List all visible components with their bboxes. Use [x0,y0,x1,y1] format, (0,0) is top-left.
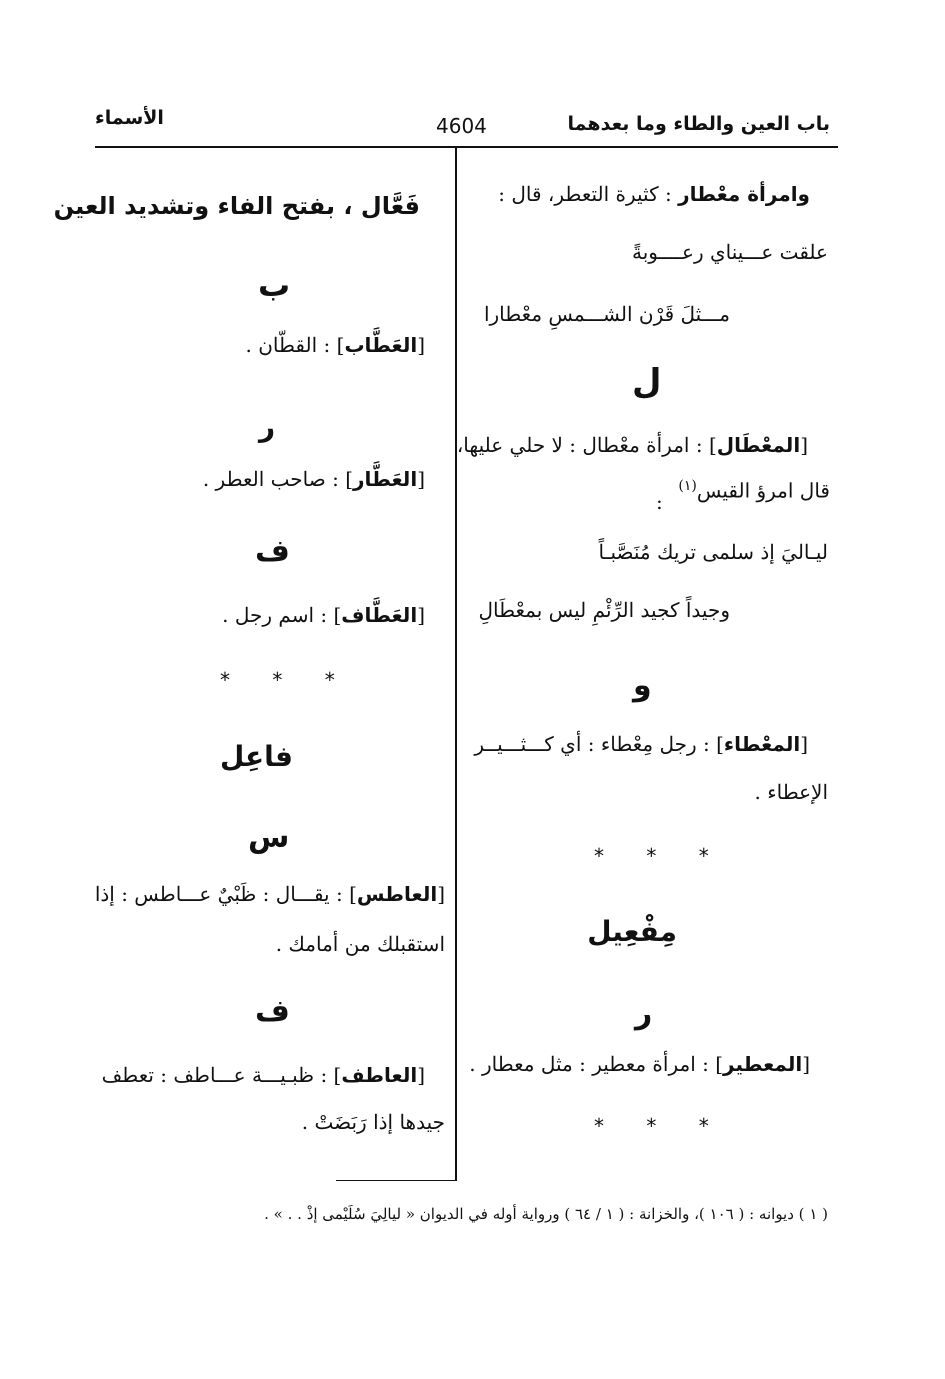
footnote: ( ١ ) ديوانه : ( ١٠٦ )، والخزانة : ( ١ / ٦٤ ) ورواية أوله في الديوان « ليالِيَ سُلَيْمى إذْ . . » . [264,1205,828,1223]
entry-term: وامرأة معْطار [678,182,810,206]
entry-definition: : يقـــال : ظَبْيٌ عـــاطس : إذا [94,882,343,906]
entry-mitir: [المعطير] : امرأة معطير : مثل معطار . [469,1052,810,1076]
letter-heading: ل [632,362,662,402]
letter-heading: ب [258,266,291,304]
entry-attab: [العَطَّاب] : القطّان . [245,333,425,357]
header-rule [95,146,838,148]
entry-definition: : كثيرة التعطر، قال : [498,182,672,206]
colon: : [656,490,663,514]
entry-definition: : امرأة معطير : مثل معطار . [469,1052,709,1076]
entry-definition: : امرأة معْطال : لا حلي عليها، [456,433,703,457]
entry-definition: : ظبـيـــة عـــاطف : تعطف [101,1063,328,1087]
letter-heading: س [248,820,290,855]
entry-continuation: جيدها إذا رَبَضَتْ . [301,1110,445,1134]
pattern-heading: مِفْعِيل [587,915,677,948]
verse-line: مـــثلَ قَرْن الشـــمسِ معْطارا [483,302,730,326]
pattern-heading: فاعِل [220,740,293,773]
entry-term: العاطس [356,882,438,906]
entry-atif: [العاطف] : ظبـيـــة عـــاطف : تعطف [101,1063,425,1087]
entry-mitaal: [المعْطَال] : امرأة معْطال : لا حلي عليها، [456,433,808,457]
letter-heading: ف [255,994,290,1029]
verse-line: وجيداً كجيد الرِّئْمِ ليس بمعْطَالِ [478,598,730,622]
column-divider [455,148,457,1181]
entry-mitar [498,182,810,206]
entry-continuation: قال امرؤ القيس$^{(١)}$ [678,478,830,503]
section-separator: * * * [594,844,727,868]
entry-term: المعطير [723,1052,803,1076]
entry-term: المعْطَال [716,433,801,457]
entry-term: العاطف [341,1063,418,1087]
entry-definition: : اسم رجل . [222,603,328,627]
letter-heading: ر [259,410,276,443]
letter-heading: ر [635,996,653,1031]
entry-attar: [العَطَّار] : صاحب العطر . [202,467,425,491]
entry-atis: [العاطس] : يقـــال : ظَبْيٌ عـــاطس : إذا [94,882,445,906]
pattern-heading: فَعَّال ، بفتح الفاء وتشديد العين [53,192,420,220]
entry-term: العَطَّاف [341,603,418,627]
footnote-marker: (١) [678,478,697,494]
entry-term: العَطَّاب [344,333,418,357]
entry-mitaa: [المعْطاء] : رجل مِعْطاء : أي كـــثـــيــر [474,732,808,756]
entry-definition: : القطّان . [245,333,331,357]
letter-heading: ف [255,534,290,569]
running-header-right: باب العين والطاء وما بعدهما [567,113,830,135]
page-number: 4604 [436,114,487,138]
entry-term: المعْطاء [723,732,801,756]
entry-continuation: الإعطاء . [754,780,828,804]
running-header-left: الأسماء [95,107,164,129]
entry-attaf: [العَطَّاف] : اسم رجل . [222,603,425,627]
verse-line: ليـاليَ إذ سلمى تريك مُنَصَّبـاً [598,540,828,564]
entry-definition: : صاحب العطر . [202,467,339,491]
section-separator: * * * [220,668,353,692]
entry-continuation: استقبلك من أمامك . [275,932,445,956]
verse-line: علقت عـــيناي رعــــوبةً [631,240,828,264]
footnote-rule [336,1180,457,1181]
section-separator: * * * [594,1114,727,1138]
entry-definition: : رجل مِعْطاء : أي كـــثـــيــر [474,732,710,756]
entry-term: العَطَّار [353,467,418,491]
letter-heading: و [633,668,652,703]
